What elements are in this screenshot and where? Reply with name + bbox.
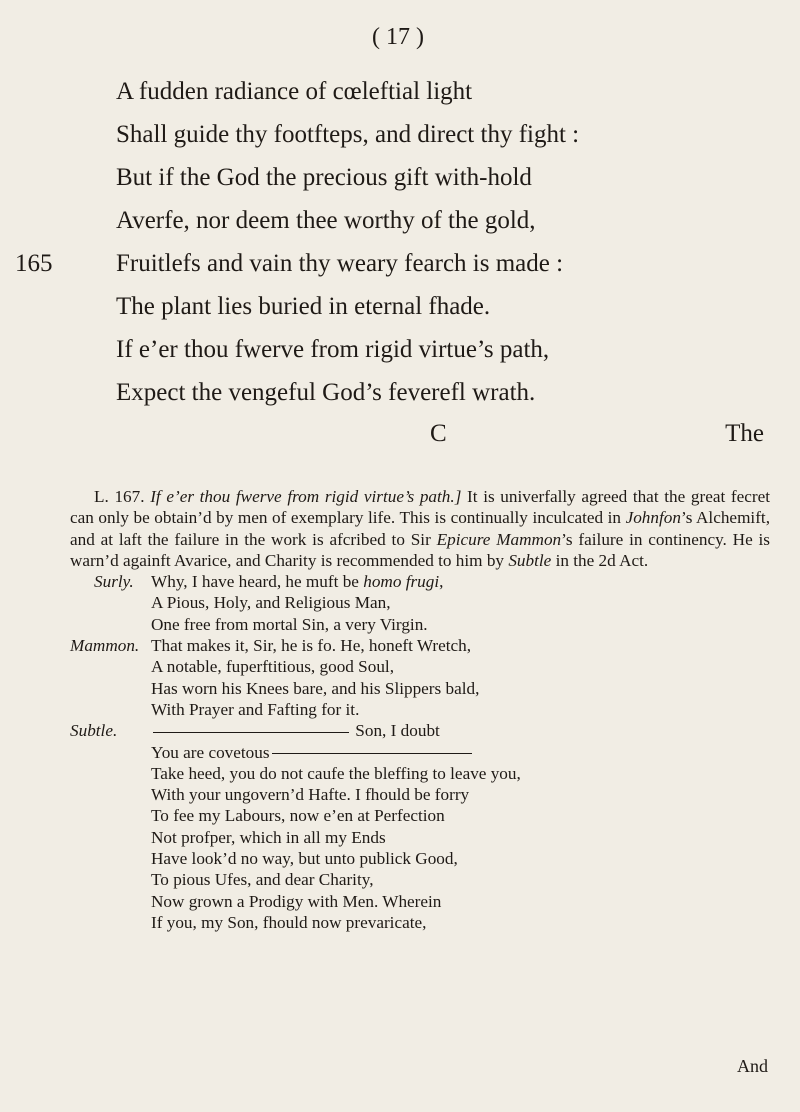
verse-text: Not profper, which in all my Ends xyxy=(151,827,386,847)
verse-fragment: You are covetous xyxy=(151,742,270,762)
verse-row xyxy=(70,699,770,720)
footnote-paragraph xyxy=(70,486,770,571)
catchword: The xyxy=(725,420,764,447)
poem-line: Shall guide thy footfteps, and direct thy fight : xyxy=(116,121,580,148)
verse-text: That makes it, Sir, he is fo. He, honeft Wretch, xyxy=(151,636,472,656)
verse-text xyxy=(151,720,440,741)
verse-row xyxy=(70,592,770,613)
verse-text xyxy=(151,742,474,763)
verse-fragment: Son, I doubt xyxy=(355,721,440,741)
verse-text: Have look’d no way, but unto publick Good, xyxy=(151,849,458,869)
poem-line: Expect the vengeful God’s feverefl wrath. xyxy=(116,379,536,406)
verse-row xyxy=(70,805,770,826)
speaker-name: Mammon. xyxy=(70,636,140,656)
poem-line: A fudden radiance of cœleftial light xyxy=(116,78,473,105)
verse-text: Take heed, you do not caufe the bleffing to leave you, xyxy=(151,763,521,783)
poem-block xyxy=(15,70,776,454)
footnote-catchword: And xyxy=(737,1056,768,1076)
verse-row xyxy=(70,614,770,635)
verse-row xyxy=(70,763,770,784)
poem-line: Averfe, nor deem thee worthy of the gold, xyxy=(116,207,536,234)
poem-line: But if the God the precious gift with-hold xyxy=(116,164,532,191)
verse-fragment: , xyxy=(439,572,444,592)
verse-row xyxy=(70,869,770,890)
verse-row xyxy=(70,848,770,869)
verse-fragment: Why, I have heard, he muft be xyxy=(151,572,364,592)
dash-rule xyxy=(153,732,349,733)
verse-text: To fee my Labours, now e’en at Perfection xyxy=(151,806,445,826)
poem-line: The plant lies buried in eternal fhade. xyxy=(116,293,491,320)
dash-rule xyxy=(272,753,472,754)
verse-text: Now grown a Prodigy with Men. Wherein xyxy=(151,891,442,911)
poem-line-numbered xyxy=(15,242,776,285)
verse-text: If you, my Son, fhould now prevaricate, xyxy=(151,912,427,932)
poem-line-text: Fruitlefs and vain thy weary fearch is made : xyxy=(116,250,564,277)
verse-row xyxy=(70,678,770,699)
note-lemma: If e’er thou fwerve from rigid virtue’s path.] xyxy=(150,487,462,506)
note-reference: L. 167. xyxy=(94,487,145,506)
note-text: It is univerfally agreed that the great fecret can only be obtain’d by men of exemplary life. This is continually inculcated in xyxy=(70,487,771,528)
verse-text: To pious Ufes, and dear Charity, xyxy=(151,870,374,890)
signature-line xyxy=(116,414,776,454)
line-number: 165 xyxy=(15,250,53,277)
verse-text: Has worn his Knees bare, and his Slippers bald, xyxy=(151,678,480,698)
note-text: ’s failure in continency. He is warn’d againft Avarice, and Charity is recommended to him by xyxy=(70,529,770,570)
verse-row xyxy=(70,720,770,741)
verse-text: With your ungovern’d Hafte. I fhould be forry xyxy=(151,785,470,805)
verse-row xyxy=(70,656,770,677)
latin-phrase: homo frugi xyxy=(363,572,440,592)
verse-row xyxy=(70,912,770,933)
verse-text xyxy=(151,571,443,592)
verse-row xyxy=(70,784,770,805)
verse-text: With Prayer and Fafting for it. xyxy=(151,699,360,719)
verse-row xyxy=(70,742,770,763)
speaker-name: Surly. xyxy=(94,572,134,592)
page-number: ( 17 ) xyxy=(372,24,424,50)
footnote-block xyxy=(70,486,770,933)
verse-text: A Pious, Holy, and Religious Man, xyxy=(151,593,391,613)
verse-row xyxy=(70,827,770,848)
note-author: Johnfon xyxy=(625,508,681,528)
verse-row xyxy=(70,571,770,592)
verse-text: A notable, fuperftitious, good Soul, xyxy=(151,657,394,677)
poem-line: If e’er thou fwerve from rigid virtue’s path, xyxy=(116,336,550,363)
note-character: Epicure Mammon xyxy=(436,529,562,549)
verse-text: One free from mortal Sin, a very Virgin. xyxy=(151,614,428,634)
speaker-name: Subtle. xyxy=(70,721,118,741)
verse-row xyxy=(70,635,770,656)
note-text: in the 2d Act. xyxy=(551,550,649,570)
note-text: ’s Alchemift, and at laft the failure in the work is afcribed to Sir xyxy=(70,508,771,549)
verse-row xyxy=(70,891,770,912)
signature-mark: C xyxy=(430,420,447,447)
note-character: Subtle xyxy=(508,550,552,570)
